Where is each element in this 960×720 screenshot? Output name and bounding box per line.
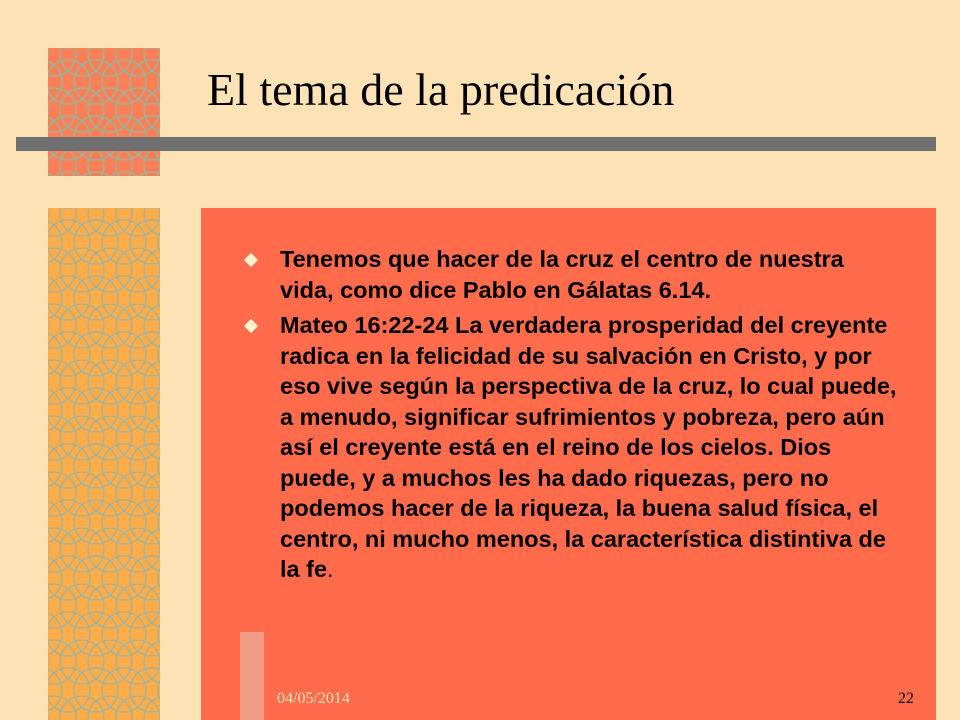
bullet-item: [241, 244, 901, 305]
slide-title: El tema de la predicación: [207, 64, 675, 115]
slide-number: 22: [898, 690, 914, 707]
decorative-bar: [240, 632, 264, 720]
diamond-bullet-icon: [244, 319, 258, 333]
decorative-circle-pattern-top: [48, 48, 160, 176]
bullet-list: [241, 244, 901, 590]
bullet-item: [241, 310, 901, 585]
bullet-text: Tenemos que hacer de la cruz el centro de nuestra vida, como dice Pablo en Gálatas 6.14.: [280, 246, 844, 303]
bullet-trailing-period: .: [327, 556, 334, 582]
diamond-bullet-icon: [244, 253, 258, 267]
title-rule: [16, 137, 936, 151]
bullet-text: Mateo 16:22-24 La verdadera prosperidad del creyente radica en la felicidad de su salvación en Cristo, y por eso vive según la perspectiva de la cruz, lo cual puede, a menudo, significar sufrimientos y pobreza, pero aún así el creyente está en el reino de los cielos. Dios puede, y a muchos les ha dado riquezas, pero no podemos hacer de la riqueza, la buena salud física, el centro, ni mucho menos, la característica distintiva de la fe: [280, 312, 897, 582]
decorative-circle-pattern-left: [48, 208, 160, 720]
footer-date: 04/05/2014: [277, 690, 350, 707]
